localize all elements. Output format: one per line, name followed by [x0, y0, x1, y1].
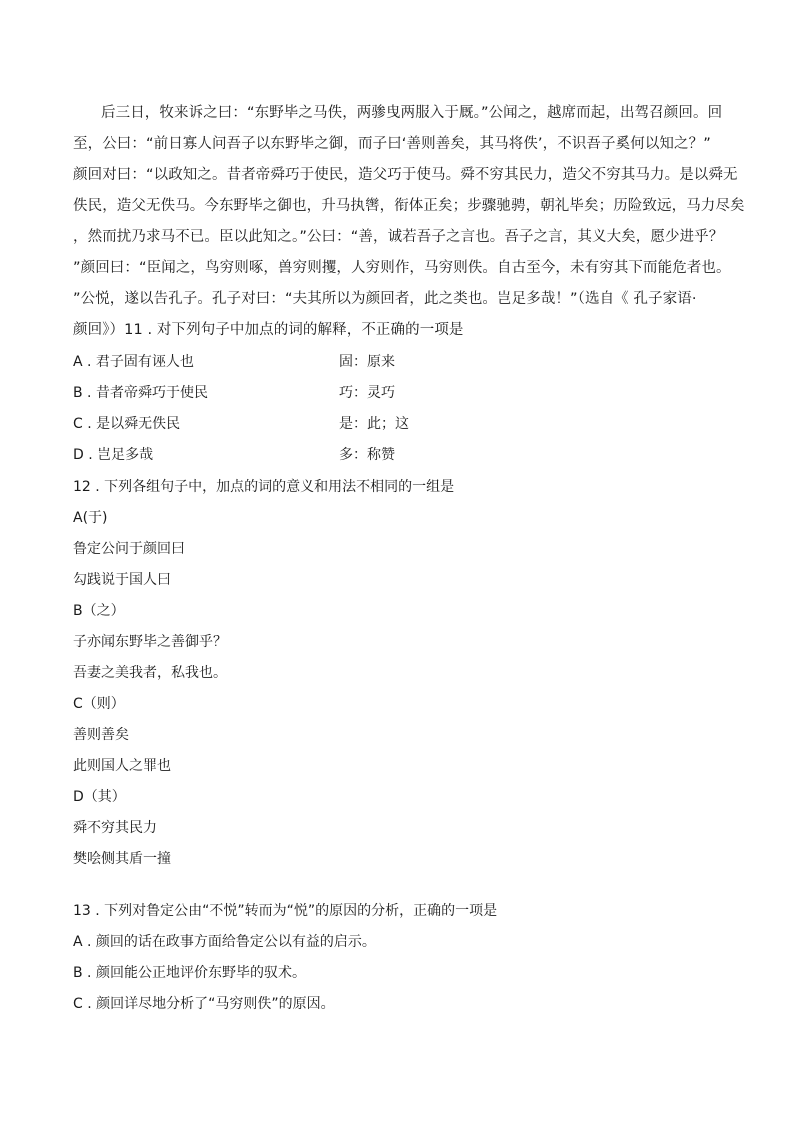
- q12-group-c-sentence-2: 此则国人之罪也: [73, 758, 171, 774]
- q11-option-b: B . 昔者帝舜巧于使民: [73, 385, 208, 401]
- passage-line: ”颜回曰：“臣闻之，鸟穷则啄，兽穷则攫，人穷则作，马穷则佚。自古至今，未有穷其下而能危者也。: [73, 260, 731, 276]
- q11-option-c-gloss: 是：此；这: [339, 416, 409, 432]
- passage-line: 佚民，造父无佚马。今东野毕之御也，升马执辔，衔体正矣；步骤驰骋，朝礼毕矣；历险致远，马力尽矣: [73, 198, 745, 214]
- q12-group-b-sentence-2: 吾妻之美我者，私我也。: [73, 665, 227, 681]
- q12-group-a-sentence-2: 勾践说于国人曰: [73, 572, 171, 588]
- q12-group-d-sentence-2: 樊哙侧其盾一撞: [73, 851, 171, 867]
- passage-line: 至，公曰：“前日寡人问吾子以东野毕之御，而子曰‘善则善矣，其马将佚’，不识吾子奚何以知之？”: [73, 136, 711, 152]
- q11-option-a-gloss: 固：原来: [339, 354, 395, 370]
- q11-option-b-gloss: 巧：灵巧: [339, 385, 395, 401]
- passage-line: ，然而扰乃求马不已。臣以此知之。”公曰：“善，诚若吾子之言也。吾子之言，其义大矣，愿少进乎？: [73, 229, 724, 245]
- q11-option-c: C . 是以舜无佚民: [73, 416, 181, 432]
- q11-option-d-gloss: 多：称赞: [339, 447, 395, 463]
- q12-group-d-sentence-1: 舜不穷其民力: [73, 820, 157, 836]
- q12-group-c-sentence-1: 善则善矣: [73, 727, 129, 743]
- q12-group-a-label: A(于): [73, 510, 108, 526]
- q11-option-a: A . 君子固有诬人也: [73, 354, 194, 370]
- q12-group-d-label: D（其）: [73, 789, 126, 805]
- q13-option-c: C . 颜回详尽地分析了“马穷则佚”的原因。: [73, 996, 335, 1012]
- passage-line: 后三日，牧来诉之曰：“东野毕之马佚，两骖曳两服入于厩。”公闻之，越席而起，出驾召颜回。回: [101, 105, 723, 121]
- question-12-stem: 12 . 下列各组句子中，加点的词的意义和用法不相同的一组是: [73, 479, 455, 495]
- q12-group-c-label: C（则）: [73, 696, 125, 712]
- q12-group-b-sentence-1: 子亦闻东野毕之善御乎？: [73, 634, 227, 650]
- question-13-stem: 13 . 下列对鲁定公由“不悦”转而为“悦”的原因的分析，正确的一项是: [73, 903, 498, 919]
- question-11-stem: 颜回》）11 . 对下列句子中加点的词的解释，不正确的一项是: [73, 322, 464, 338]
- classical-passage: [73, 98, 745, 346]
- q13-option-b: B . 颜回能公正地评价东野毕的驭术。: [73, 965, 306, 981]
- q12-group-a-sentence-1: 鲁定公问于颜回曰: [73, 541, 185, 557]
- passage-line: ”公悦，遂以告孔子。孔子对曰：“夫其所以为颜回者，此之类也。岂足多哉！”（选自《 孔子家语·: [73, 291, 697, 307]
- passage-line: 颜回对曰：“以政知之。昔者帝舜巧于使民，造父巧于使马。舜不穷其民力，造父不穷其马力。是以舜无: [73, 167, 738, 183]
- q12-group-b-label: B（之）: [73, 603, 125, 619]
- q13-option-a: A . 颜回的话在政事方面给鲁定公以有益的启示。: [73, 934, 376, 950]
- q11-option-d: D . 岂足多哉: [73, 447, 154, 463]
